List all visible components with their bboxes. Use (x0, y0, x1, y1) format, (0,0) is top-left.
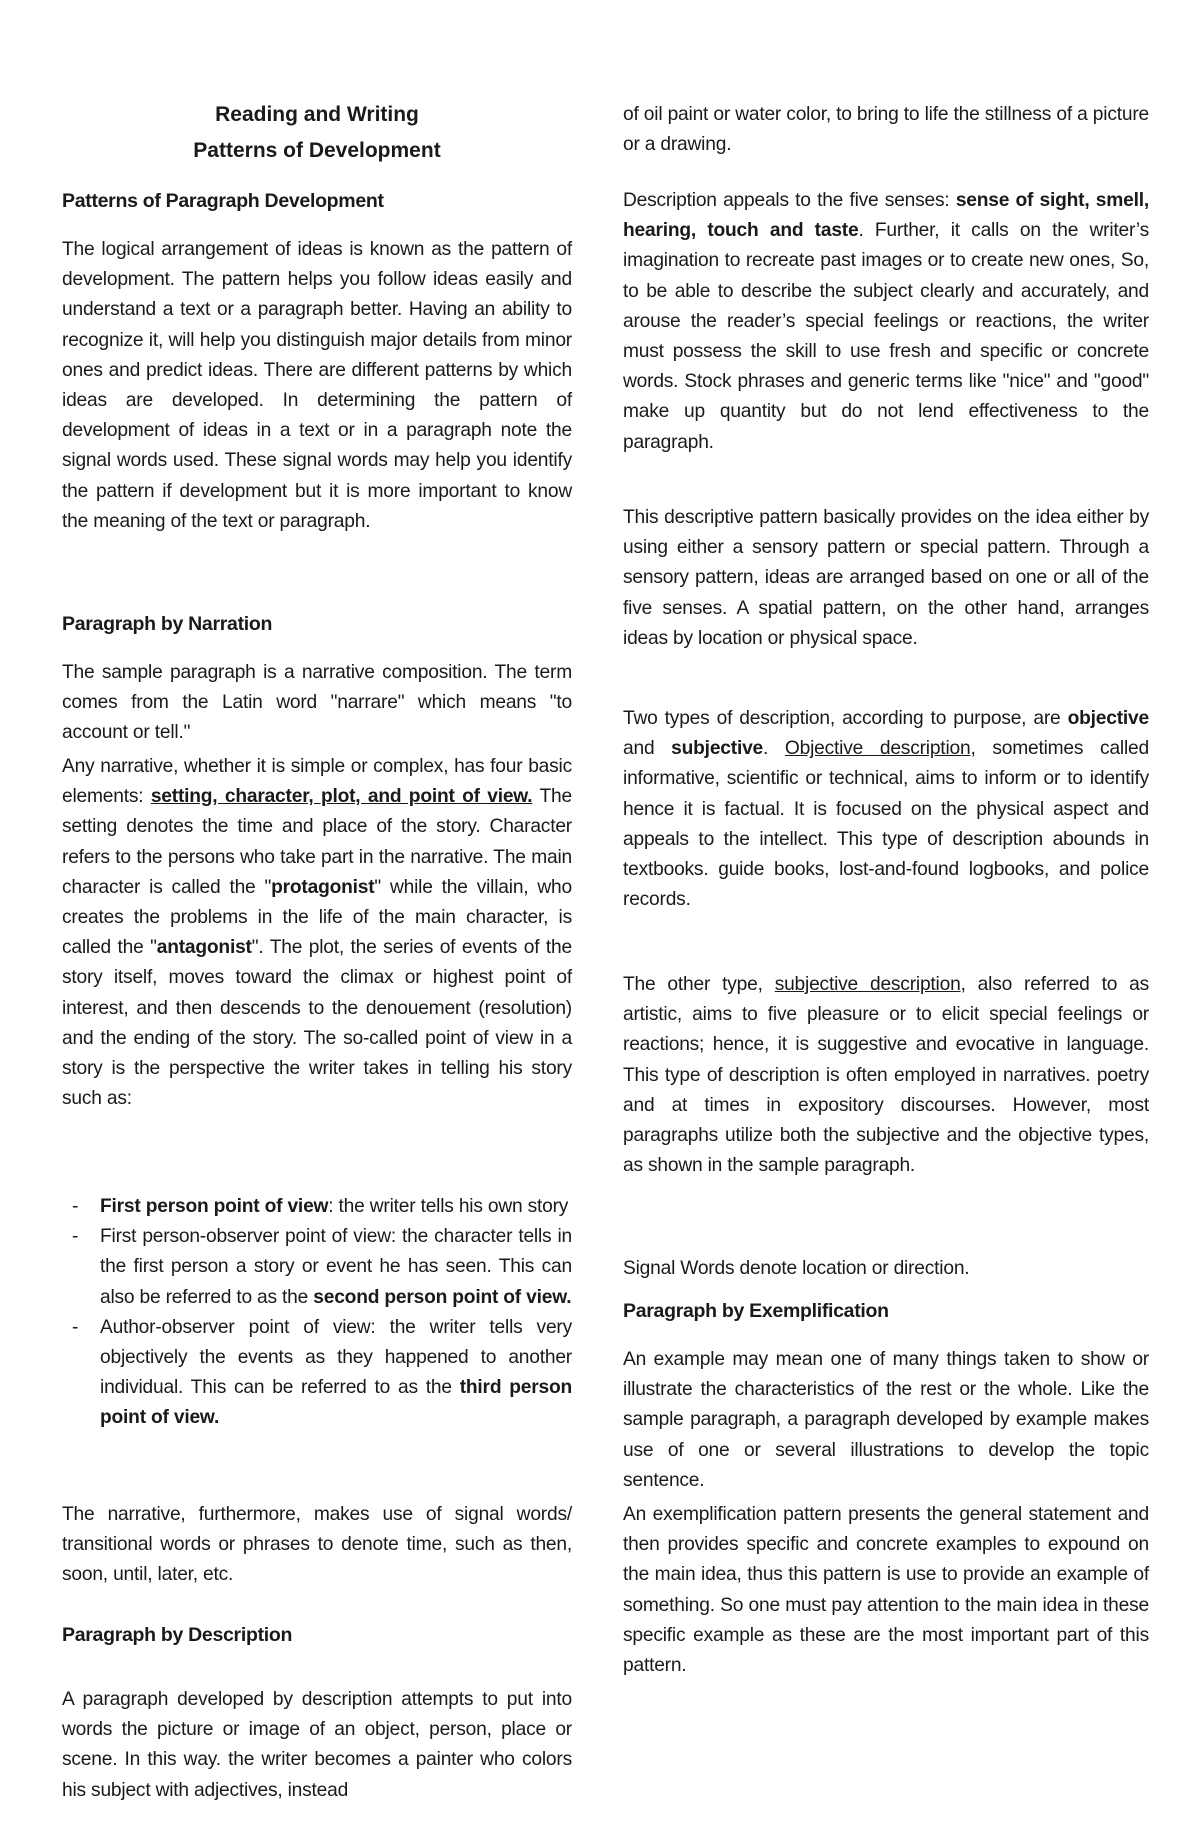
description-continuation: of oil paint or water color, to bring to life the stillness of a picture or a drawing. (623, 104, 1149, 156)
narration-paragraph-2: Any narrative, whether it is simple or complex, has four basic elements: setting, character, plot, and point of view. The setting denotes the time and place of the story. Character refers to the persons who take part in the narrative. The main character is called the "protagonist" while the villain, who creates the problems in the life of the main character, is called the "antagonist". The plot, the series of events of the story itself, moves toward the climax or highest point of interest, and then descends to the denouement (resolution) and the ending of the story. The so-called point of view in a story is the perspective the writer takes in telling his story such as: (62, 756, 572, 1110)
narration-paragraph-1: The sample paragraph is a narrative composition. The term comes from the Latin word "narrare" which means "to account or tell." (62, 662, 572, 744)
heading-paragraph-by-narration: Paragraph by Narration (62, 613, 273, 635)
subjective-description-paragraph: The other type, subjective description, also referred to as artistic, aims to five pleasure or to elicit special feelings or reactions; hence, it is suggestive and evocative in language. This type of description is often employed in narratives. poetry and at times in expository discourses. However, most paragraphs utilize both the subjective and the objective types, as shown in the sample paragraph. (623, 974, 1150, 1177)
list-item: - First person point of view: the writer tells his own story (62, 1192, 572, 1222)
narration-paragraph-3: The narrative, furthermore, makes use of signal words/ transitional words or phrases to denote time, such as then, soon, until, later, etc. (62, 1504, 572, 1586)
heading-paragraph-by-exemplification: Paragraph by Exemplification (623, 1300, 889, 1322)
document-title (62, 97, 572, 169)
descriptive-pattern-paragraph: This descriptive pattern basically provides on the idea either by using either a sensory pattern or special pattern. Through a sensory pattern, ideas are arranged based on one or all of the five senses. A spatial pattern, on the other hand, arranges ideas by location or physical space. (623, 507, 1149, 649)
title-line-2: Patterns of Development (193, 139, 441, 162)
five-senses-paragraph: Description appeals to the five senses: sense of sight, smell, hearing, touch and taste. Further, it calls on the writer’s imagination to recreate past images or to create new ones, So, to be able to describe the subject clearly and accurately, and arouse the reader’s special feelings or reactions, the writer must possess the skill to use fresh and specific or concrete words. Stock phrases and generic terms like "nice" and "good" make up quantity but do not lend effectiveness to the paragraph. (623, 190, 1149, 453)
exemplification-paragraph-1: An example may mean one of many things taken to show or illustrate the characteristics of the rest or the whole. Like the sample paragraph, a paragraph developed by example makes use of one or several illustrations to develop the topic sentence. (623, 1349, 1149, 1491)
list-item: - First person-observer point of view: the character tells in the first person a story or event he has seen. This can also be referred to as the second person point of view. (62, 1222, 572, 1313)
heading-paragraph-by-description: Paragraph by Description (62, 1624, 293, 1646)
exemplification-paragraph-2: An exemplification pattern presents the general statement and then provides specific and concrete examples to expound on the main idea, thus this pattern is use to provide an example of something. So one must pay attention to the main idea in these specific example as these are the most important part of this pattern. (623, 1504, 1149, 1677)
five-senses-bold: sense of sight, smell, hearing, touch and taste (623, 190, 1149, 242)
elements-underlined: setting, character, plot, and point of view. (150, 786, 533, 808)
protagonist-term: protagonist (271, 876, 375, 898)
title-line-1: Reading and Writing (215, 103, 419, 126)
signal-words-line: Signal Words denote location or direction. (623, 1258, 970, 1279)
subjective-description-underlined: subjective description (774, 974, 961, 995)
antagonist-term: antagonist (156, 937, 252, 959)
point-of-view-list (62, 1192, 572, 1434)
intro-paragraph: The logical arrangement of ideas is known as the pattern of development. The pattern helps you follow ideas easily and understand a text or a paragraph better. Having an ability to recognize it, will help you distinguish major details from minor ones and predict ideas. There are different patterns by which ideas are developed. In determining the pattern of development of ideas in a text or in a paragraph note the signal words used. These signal words may help you identify the pattern if development but it is more important to know the meaning of the text or paragraph. (62, 239, 572, 532)
description-paragraph-1: A paragraph developed by description attempts to put into words the picture or image of an object, person, place or scene. In this way. the writer becomes a painter who colors his subject with adjectives, instead (62, 1689, 572, 1801)
types-of-description-paragraph: Two types of description, according to purpose, are objective and subjective. Objective description, sometimes called informative, scientific or technical, aims to inform or to identify hence it is factual. It is focused on the physical aspect and appeals to the intellect. This type of description abounds in textbooks. guide books, lost-and-found logbooks, and police records. (623, 708, 1149, 911)
objective-description-underlined: Objective description, (784, 738, 976, 760)
heading-patterns-of-paragraph-development: Patterns of Paragraph Development (62, 190, 384, 212)
list-item: - Author-observer point of view: the writer tells very objectively the events as they happened to another individual. This can be referred to as the third person point of view. (62, 1313, 572, 1434)
